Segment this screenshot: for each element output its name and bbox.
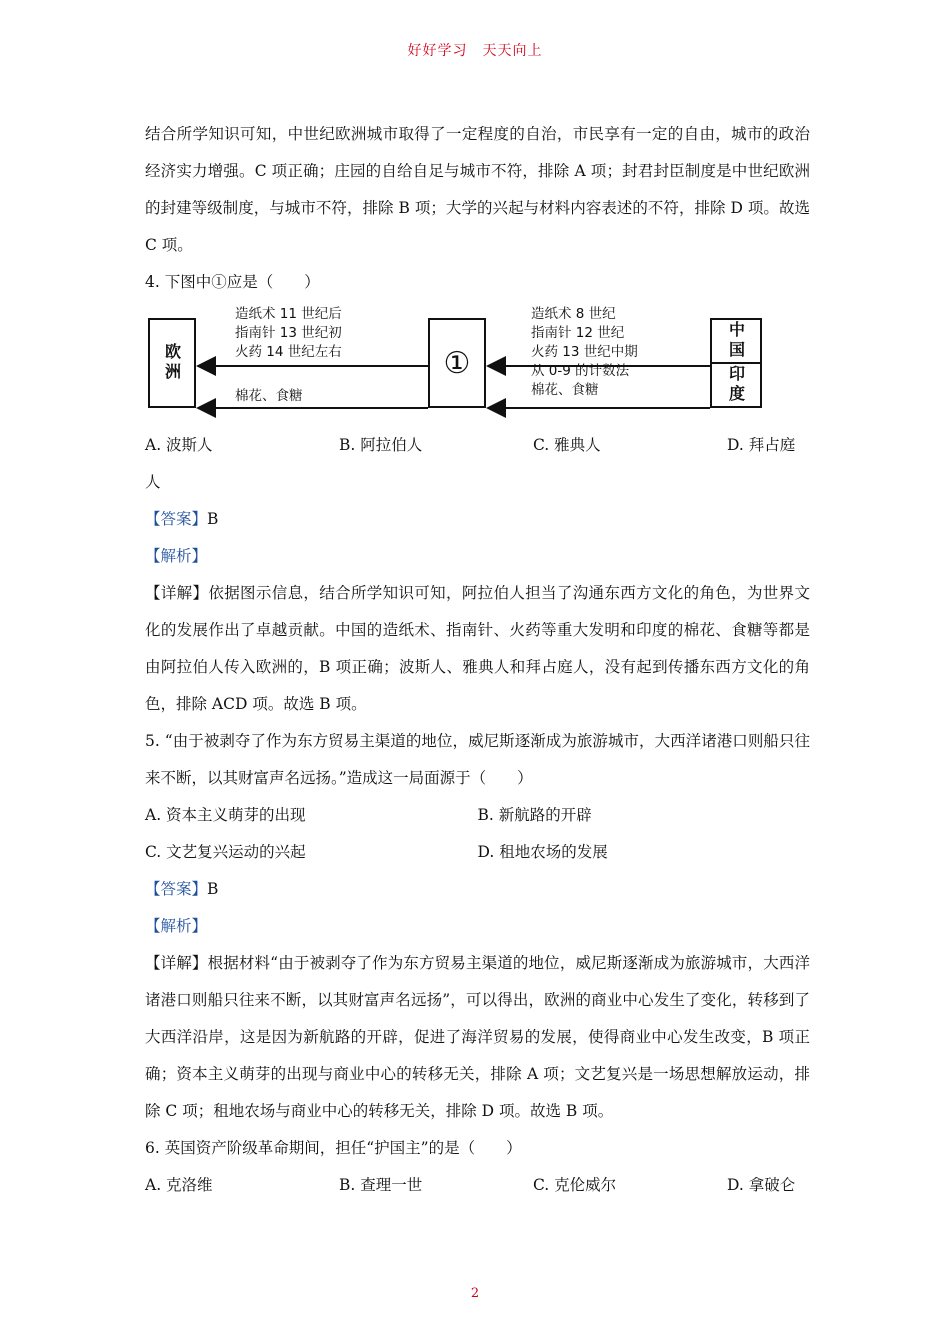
q4-option-d: D. 拜占庭 (727, 436, 796, 454)
q4-option-a: A. 波斯人 (145, 436, 213, 454)
q6-option-c: C. 克伦威尔 (533, 1176, 617, 1194)
q6-options (145, 1167, 810, 1204)
q5-option-a: A. 资本主义萌芽的出现 (145, 806, 306, 824)
q4-option-b: B. 阿拉伯人 (339, 436, 423, 454)
page-header: 好好学习 天天向上 (407, 43, 543, 59)
q4-detail: 【详解】依据图示信息，结合所学知识可知，阿拉伯人担当了沟通东西方文化的角色，为世界文化的发展作出了卓越贡献。中国的造纸术、指南针、火药等重大发明和印度的棉花、食糖等都是由阿拉伯人传入欧洲的，B 项正确；波斯人、雅典人和拜占庭人，没有起到传播东西方文化的角色，排除 ACD 项。故选 B 项。 (145, 584, 810, 713)
left-labels: 造纸术 11 世纪后 指南针 13 世纪初 火药 14 世纪左右 (235, 306, 342, 360)
q4-analysis-tag: 【解析】 (145, 547, 208, 565)
q5-options-row1 (145, 797, 810, 834)
document-body (145, 116, 810, 1204)
right-labels: 造纸术 8 世纪 指南针 12 世纪 火药 13 世纪中期 从 0-9 的计数法 棉花、食糖 (531, 306, 638, 398)
box-china: 中国 (726, 321, 746, 361)
box-india: 印度 (712, 362, 760, 406)
q6-option-b: B. 查理一世 (339, 1176, 423, 1194)
box-middle (428, 318, 486, 408)
q4-stem: 4. 下图中①应是（ ） (145, 273, 320, 291)
q4-options (145, 427, 810, 464)
q6-stem: 6. 英国资产阶级革命期间，担任“护国主”的是（ ） (145, 1139, 522, 1157)
box-middle-label: ① (443, 345, 471, 381)
q6-option-d: D. 拿破仑 (727, 1176, 796, 1194)
q6-option-a: A. 克洛维 (145, 1176, 213, 1194)
q4-option-wrap: 人 (145, 473, 161, 491)
q5-stem: 5. “由于被剥夺了作为东方贸易主渠道的地位，威尼斯逐渐成为旅游城市，大西洋诸港口则船只往来不断，以其财富声名远扬。”造成这一局面源于（ ） (145, 732, 810, 787)
q4-answer: 【答案】B (145, 510, 219, 528)
q5-analysis-tag: 【解析】 (145, 917, 208, 935)
q5-option-d: D. 租地农场的发展 (477, 843, 608, 861)
box-china-india (710, 318, 762, 408)
page-number: 2 (470, 1286, 480, 1301)
box-europe (148, 318, 196, 408)
q4-diagram (145, 305, 810, 423)
q5-answer: 【答案】B (145, 880, 219, 898)
q5-option-c: C. 文艺复兴运动的兴起 (145, 843, 306, 861)
box-europe-label: 欧洲 (162, 343, 182, 383)
q4-option-c: C. 雅典人 (533, 436, 601, 454)
intro-paragraph: 结合所学知识可知，中世纪欧洲城市取得了一定程度的自治，市民享有一定的自由，城市的政治经济实力增强。C 项正确；庄园的自给自足与城市不符，排除 A 项；封君封臣制度是中世纪欧洲的封建等级制度，与城市不符，排除 B 项；大学的兴起与材料内容表述的不符，排除 D 项。故选 C 项。 (145, 125, 810, 254)
left-bottom-label: 棉花、食糖 (235, 388, 303, 404)
q5-options-row2 (145, 834, 810, 871)
q5-option-b: B. 新航路的开辟 (477, 806, 592, 824)
q5-detail: 【详解】根据材料“由于被剥夺了作为东方贸易主渠道的地位，威尼斯逐渐成为旅游城市，大西洋诸港口则船只往来不断，以其财富声名远扬”，可以得出，欧洲的商业中心发生了变化，转移到了大西洋沿岸，这是因为新航路的开辟，促进了海洋贸易的发展，使得商业中心发生改变，B 项正确；资本主义萌芽的出现与商业中心的转移无关，排除 A 项；文艺复兴是一场思想解放运动，排除 C 项；租地农场与商业中心的转移无关，排除 D 项。故选 B 项。 (145, 954, 810, 1120)
